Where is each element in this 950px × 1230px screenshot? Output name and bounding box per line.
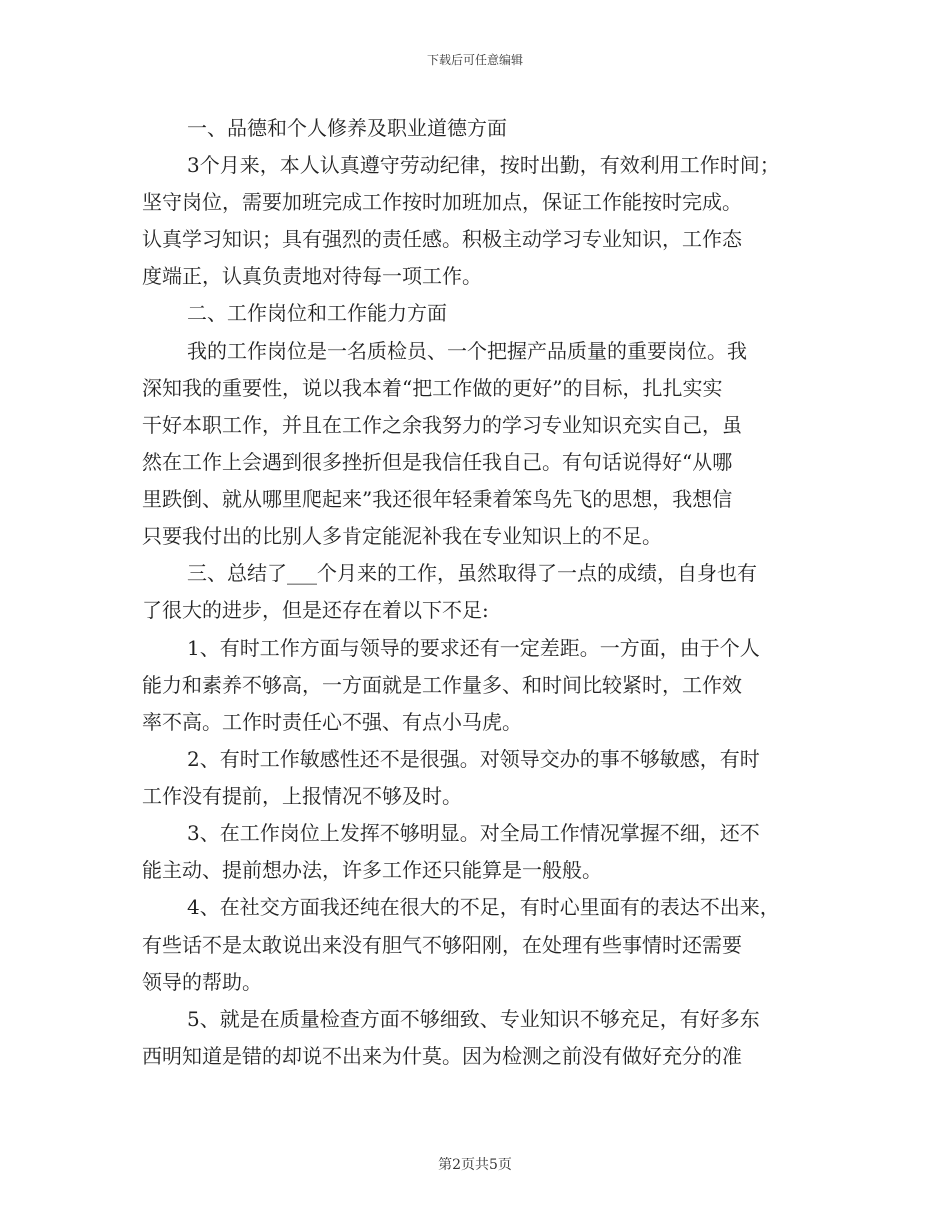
page-header: 下载后可任意编辑 (426, 53, 523, 67)
paragraph-line: 3个月来，本人认真遵守劳动纪律，按时出勤，有效利用工作时间； (187, 153, 780, 177)
section-heading-1: 一、品德和个人修养及职业道德方面 (187, 116, 507, 140)
section-heading-3: 三、总结了___个月来的工作，虽然取得了一点的成绩，自身也有 (187, 561, 757, 585)
list-item-1: 1、有时工作方面与领导的要求还有一定差距。一方面，由于个人 (187, 636, 760, 660)
list-item-4: 4、在社交方面我还纯在很大的不足，有时心里面有的表达不出来， (187, 895, 780, 919)
list-item-3: 3、在工作岗位上发挥不够明显。对全局工作情况掌握不细，还不 (187, 821, 760, 845)
paragraph-line: 能力和素养不够高，一方面就是工作量多、和时间比较紧时，工作效 (142, 673, 742, 697)
paragraph-line: 度端正，认真负责地对待每一项工作。 (142, 264, 482, 288)
paragraph-line: 只要我付出的比别人多肯定能泥补我在专业知识上的不足。 (142, 524, 662, 548)
paragraph-line: 里跌倒、就从哪里爬起来”我还很年轻秉着笨鸟先飞的思想，我想信 (142, 487, 733, 511)
paragraph-line: 认真学习知识；具有强烈的责任感。积极主动学习专业知识，工作态 (142, 227, 742, 251)
paragraph-line: 然在工作上会遇到很多挫折但是我信任我自己。有句话说得好“从哪 (142, 450, 733, 474)
page-number: 第2页共5页 (438, 1157, 512, 1173)
paragraph-line: 工作没有提前，上报情况不够及时。 (142, 784, 462, 808)
section-heading-2: 二、工作岗位和工作能力方面 (187, 301, 447, 325)
list-item-5: 5、就是在质量检查方面不够细致、专业知识不够充足，有好多东 (187, 1007, 760, 1031)
paragraph-line: 了很大的进步，但是还存在着以下不足: (142, 598, 489, 622)
paragraph-line: 西明知道是错的却说不出来为什莫。因为检测之前没有做好充分的准 (142, 1044, 742, 1068)
paragraph-line: 干好本职工作，并且在工作之余我努力的学习专业知识充实自己，虽 (142, 413, 742, 437)
paragraph-line: 有些话不是太敢说出来没有胆气不够阳刚，在处理有些事情时还需要 (142, 933, 742, 957)
paragraph-line: 我的工作岗位是一名质检员、一个把握产品质量的重要岗位。我 (187, 339, 747, 363)
paragraph-line: 能主动、提前想办法，许多工作还只能算是一般般。 (142, 858, 602, 882)
paragraph-line: 率不高。工作时责任心不强、有点小马虎。 (142, 710, 522, 734)
paragraph-line: 深知我的重要性，说以我本着“把工作做的更好”的目标，扎扎实实 (142, 376, 723, 400)
paragraph-line: 领导的帮助。 (142, 970, 262, 994)
list-item-2: 2、有时工作敏感性还不是很强。对领导交办的事不够敏感，有时 (187, 747, 760, 771)
paragraph-line: 坚守岗位，需要加班完成工作按时加班加点，保证工作能按时完成。 (142, 190, 742, 214)
